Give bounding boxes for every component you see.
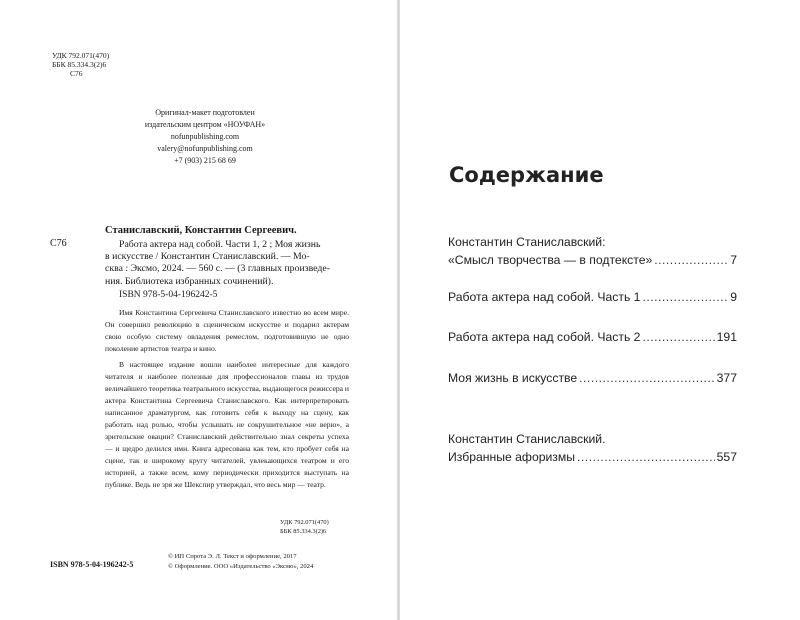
toc-entry-title: Работа актера над собой. Часть 1 (448, 290, 641, 304)
copyright-line: © ИП Спрота Э. Л. Текст и оформление, 2017 (168, 553, 297, 560)
toc-entry-title: Работа актера над собой. Часть 2 (448, 330, 641, 344)
toc-entry[interactable] (448, 369, 737, 387)
bbk-code: ББК 85.334.3(2)6 (52, 60, 107, 69)
isbn-bottom: ISBN 978-5-04-196242-5 (50, 560, 134, 569)
biblio-line: ния. Библиотека избранных сочинений). (105, 275, 274, 287)
biblio-line: сква : Эксмо, 2024. — 560 с. — (3 главных произведе- (105, 263, 330, 275)
toc-page-number: 191 (716, 330, 737, 344)
udk-code: УДК 792.071(470) (52, 51, 110, 60)
toc-entry[interactable] (448, 328, 737, 346)
author-mark-catalog: С76 (50, 238, 67, 249)
isbn: ISBN 978-5-04-196242-5 (119, 290, 218, 300)
copyright-block (168, 552, 313, 571)
toc-entry-heading: Константин Станиславский: (448, 235, 606, 249)
copyright-line: © Оформление. ООО «Издательство «Эксмо», 2024 (168, 562, 314, 570)
annotation-paragraph: Имя Константина Сергеевича Станиславского известно во всем мире. Он совершил революцию в сценическом искусстве и подарил актерам свою особую систему овладения ремеслом, подготовившую не одно поколение артистов театра и кино. (105, 308, 349, 353)
toc-leader-dots (654, 251, 728, 269)
contents-title: Содержание (449, 163, 604, 187)
biblio-line: в искусстве / Константин Станиславский. — Мо- (105, 251, 310, 263)
bibliographic-description (105, 239, 349, 288)
toc-entry[interactable] (448, 288, 737, 306)
annotation-paragraph: В настоящее издание вошли наиболее интересные для каждого читателя и наиболее полезные для профессионалов главы из трудов величайшего теоретика театрального искусства, выдающегося режиссера и актера Константина Сергеевича Станиславского. Как интерпретировать написанное драматургом, как готовить себя к выходу на сцену, как работать над ролью, чтобы услышать не сокрушительное «не верю», а зрительские овации? Станиславский действительно знал секреты успеха — и щедро делился ими. Книга адресована как тем, кто пробует себя на сцене, так и широкому кругу читателей, увлекающихся театром и его историей, а также всем, кому периодически приходится выступать на публике. Ведь не зря же Шекспир утверждал, что весь мир — театр. (105, 360, 349, 489)
toc-entry-heading: Константин Станиславский. (448, 432, 606, 446)
publisher-email: valery@nofunpublishing.com (157, 144, 253, 153)
annotation (105, 307, 349, 491)
author-mark: С76 (70, 69, 83, 78)
publisher-website: nofunpublishing.com (170, 132, 240, 141)
publisher-line: издательским центром «НОУФАН» (144, 120, 266, 129)
bbk-code: ББК 85.334.3(2)6 (280, 528, 327, 535)
biblio-line: Работа актера над собой. Части 1, 2 ; Моя жизнь (119, 239, 321, 250)
toc-page-number: 377 (716, 371, 737, 385)
toc-page-number: 557 (716, 450, 737, 464)
toc-page-number: 7 (730, 253, 737, 267)
toc-leader-dots (579, 369, 715, 387)
publisher-phone: +7 (903) 215 68 69 (174, 156, 236, 165)
udk-block-top (52, 51, 109, 78)
toc-page-number: 9 (730, 290, 737, 304)
toc-leader-dots (642, 328, 714, 346)
toc-entry-title: «Смысл творчества — в подтексте» (448, 253, 653, 267)
publisher-line: Оригинал-макет подготовлен (155, 108, 255, 117)
toc-entry[interactable] (448, 430, 737, 466)
toc-entry[interactable] (448, 233, 737, 269)
publisher-info (105, 107, 305, 167)
toc-entry-title: Моя жизнь в искусстве (448, 371, 578, 385)
author-heading: Станиславский, Константин Сергеевич. (105, 225, 297, 236)
contents-page (400, 0, 800, 620)
udk-block-bottom (280, 518, 329, 536)
toc-leader-dots (577, 448, 715, 466)
toc-leader-dots (642, 288, 728, 306)
imprint-page (0, 0, 398, 620)
toc-entry-title: Избранные афоризмы (448, 450, 576, 464)
udk-code: УДК 792.071(470) (280, 519, 329, 526)
